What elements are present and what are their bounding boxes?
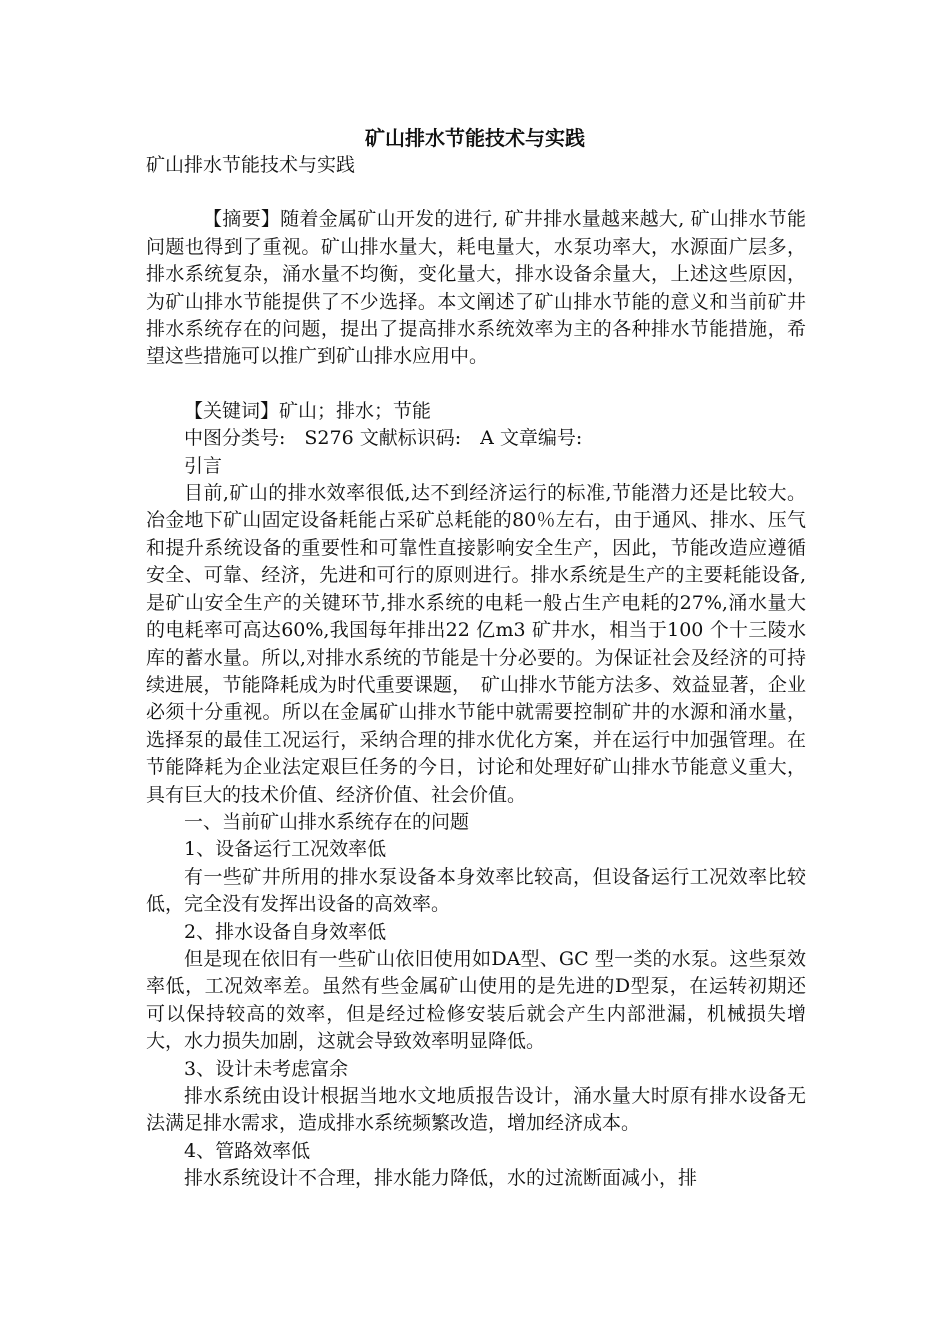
item-paragraph: 排水系统设计不合理，排水能力降低，水的过流断面减小，排 xyxy=(184,1167,698,1190)
item-paragraph: 但是现在依旧有一些矿山依旧使用如DA型、GC 型一类的水泵。这些泵效率低，工况效率差。虽然有些金属矿山使用的是先进的D型泵，在运转初期还可以保持较高的效率，但是经过检修安装后就会产生内部泄漏，机械损失增大，水力损失加剧，这就会导致效率明显降低。 xyxy=(146,947,806,1053)
intro-paragraph: 目前,矿山的排水效率很低,达不到经济运行的标准,节能潜力还是比较大。冶金地下矿山固定设备耗能占采矿总耗能的80％左右，由于通风、排水、压气和提升系统设备的重要性和可靠性直接影响安全生产，因此，节能改造应遵循安全、可靠、经济，先进和可行的原则进行。排水系统是生产的主要耗能设备, 是矿山安全生产的关键环节,排水系统的电耗一般占生产电耗的27%,涌水量大的电耗率可高达60%,我国每年排出22 亿m3 矿井水，相当于100 个十三陵水库的蓄水量。所以,对排水系统的节能是十分必要的。为保证社会及经济的可持续进展，节能降耗成为时代重要课题， 矿山排水节能方法多、效益显著，企业必须十分重视。所以在金属矿山排水节能中就需要控制矿井的水源和涌水量，选择泵的最佳工况运行，采纳合理的排水优化方案，并在运行中加强管理。在节能降耗为企业法定艰巨任务的今日，讨论和处理好矿山排水节能意义重大，具有巨大的技术价值、经济价值、社会价值。 xyxy=(146,482,806,806)
classification-line: 中图分类号: S276 文献标识码: A 文章编号: xyxy=(184,427,583,450)
section-heading: 一、当前矿山排水系统存在的问题 xyxy=(184,810,470,833)
item-paragraph: 排水系统由设计根据当地水文地质报告设计，涌水量大时原有排水设备无法满足排水需求，造成排水系统频繁改造，增加经济成本。 xyxy=(146,1085,806,1135)
document-subtitle: 矿山排水节能技术与实践 xyxy=(146,154,356,176)
document-title: 矿山排水节能技术与实践 xyxy=(365,126,585,150)
item-heading: 4、管路效率低 xyxy=(184,1139,311,1162)
intro-heading: 引言 xyxy=(184,454,223,477)
item-paragraph: 有一些矿井所用的排水泵设备本身效率比较高，但设备运行工况效率比较低，完全没有发挥出设备的高效率。 xyxy=(146,865,806,916)
item-heading: 1、设备运行工况效率低 xyxy=(184,838,387,861)
document-body xyxy=(146,152,806,1193)
keywords-line: 【关键词】矿山；排水；节能 xyxy=(184,399,432,422)
item-heading: 3、设计未考虑富余 xyxy=(184,1057,349,1080)
item-heading: 2、排水设备自身效率低 xyxy=(184,920,387,943)
abstract-paragraph: 【摘要】随着金属矿山开发的进行, 矿井排水量越来越大, 矿山排水节能问题也得到了重视。矿山排水量大，耗电量大，水泵功率大，水源面广层多，排水系统复杂，涌水量不均衡，变化量大，排水设备余量大，上述这些原因，为矿山排水节能提供了不少选择。本文阐述了矿山排水节能的意义和当前矿井排水系统存在的问题，提出了提高排水系统效率为主的各种排水节能措施，希望这些措施可以推广到矿山排水应用中。 xyxy=(146,208,806,368)
